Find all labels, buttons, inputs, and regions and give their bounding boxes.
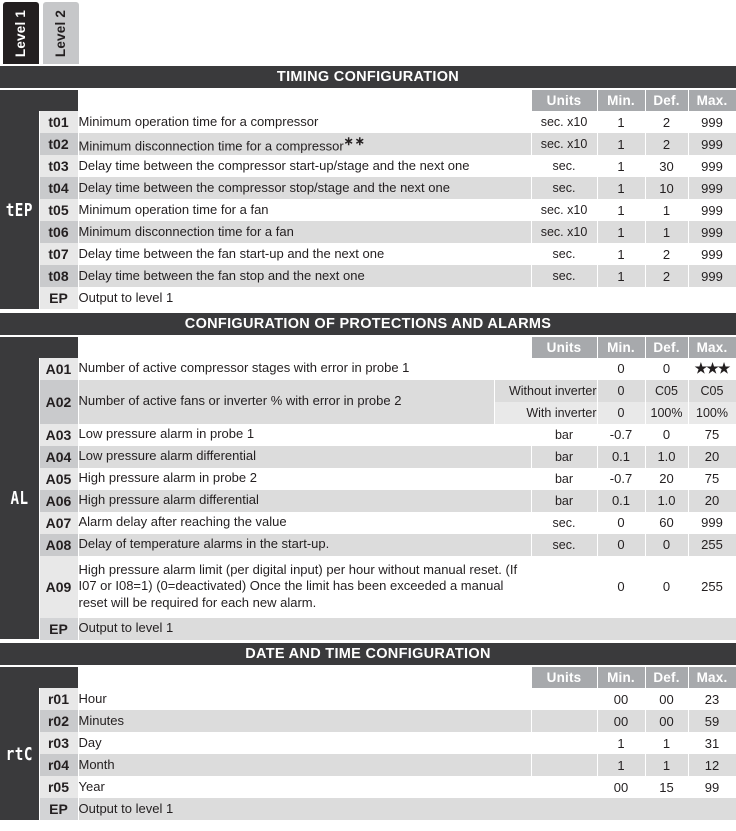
table-row — [0, 754, 736, 776]
parameter-def: 1 — [645, 754, 688, 776]
parameter-description — [78, 133, 531, 155]
parameter-max: 999 — [688, 265, 736, 287]
parameter-units — [531, 556, 597, 618]
sections-container — [0, 66, 736, 824]
table-row — [0, 358, 736, 380]
parameter-min: 00 — [597, 776, 645, 798]
parameter-code: t02 — [39, 133, 78, 155]
header-description: Description — [78, 90, 531, 111]
parameter-max: 99 — [688, 776, 736, 798]
parameter-max: 23 — [688, 688, 736, 710]
parameter-min: 1 — [597, 221, 645, 243]
header-def: Def. — [645, 337, 688, 358]
parameter-code: t08 — [39, 265, 78, 287]
parameter-description — [78, 732, 531, 754]
parameter-max: 31 — [688, 732, 736, 754]
parameter-def: 10 — [645, 177, 688, 199]
parameter-description-text: Minutes — [78, 712, 125, 728]
parameter-def: 0 — [645, 358, 688, 380]
parameter-description — [78, 468, 531, 490]
section-3 — [0, 643, 736, 824]
parameter-description-text: Delay time between the compressor stop/stage and the next one — [78, 179, 450, 195]
parameter-description — [78, 710, 531, 732]
parameter-description — [78, 221, 531, 243]
parameter-def: 0 — [645, 556, 688, 618]
parameter-min: 0 — [597, 512, 645, 534]
section-2 — [0, 313, 736, 644]
parameter-code: t06 — [39, 221, 78, 243]
parameter-def: 1 — [645, 732, 688, 754]
parameter-max: 999 — [688, 243, 736, 265]
parameter-def: 2 — [645, 265, 688, 287]
header-spacer — [0, 90, 78, 111]
parameter-description-text: Delay time between the compressor start-up/stage and the next one — [78, 157, 470, 173]
group-code-text: rtC — [5, 743, 33, 765]
parameter-min: 1 — [597, 243, 645, 265]
table-header-row — [0, 667, 736, 688]
header-min: Min. — [597, 90, 645, 111]
parameter-min: 1 — [597, 133, 645, 155]
table-row-ep — [0, 287, 736, 309]
parameter-max: 999 — [688, 199, 736, 221]
parameter-def: 2 — [645, 243, 688, 265]
parameter-table — [0, 90, 736, 310]
parameter-units: bar — [531, 446, 597, 468]
parameter-code: A01 — [39, 358, 78, 380]
parameter-description-text: Minimum operation time for a fan — [78, 201, 269, 217]
tab-level-2-label: Level 2 — [53, 9, 69, 57]
parameter-min: 1 — [597, 732, 645, 754]
parameter-code: A05 — [39, 468, 78, 490]
parameter-def: 1 — [645, 221, 688, 243]
parameter-code: A08 — [39, 534, 78, 556]
parameter-description-text: Year — [78, 778, 105, 794]
parameter-min: 0 — [597, 534, 645, 556]
table-row — [0, 380, 736, 402]
table-row — [0, 133, 736, 155]
parameter-code: A06 — [39, 490, 78, 512]
parameter-description: Number of active fans or inverter % with error in probe 2 — [78, 380, 494, 424]
table-row — [0, 155, 736, 177]
parameter-description — [78, 177, 531, 199]
table-row — [0, 468, 736, 490]
parameter-code: r04 — [39, 754, 78, 776]
parameter-description-text: Low pressure alarm differential — [78, 448, 257, 464]
asterisk-marker: ★★★ — [694, 360, 730, 376]
header-spacer — [0, 337, 78, 358]
parameter-def: 30 — [645, 155, 688, 177]
parameter-code: A09 — [39, 556, 78, 618]
parameter-description-text: Delay of temperature alarms in the start-up. — [78, 536, 330, 552]
table-row — [0, 446, 736, 468]
parameter-def: 00 — [645, 688, 688, 710]
parameter-min: 1 — [597, 111, 645, 133]
group-code-cell — [0, 111, 39, 309]
parameter-code: t01 — [39, 111, 78, 133]
table-row-ep — [0, 798, 736, 820]
header-max: Max. — [688, 337, 736, 358]
parameter-max: 59 — [688, 710, 736, 732]
parameter-def: 60 — [645, 512, 688, 534]
header-min: Min. — [597, 667, 645, 688]
parameter-units: sec. — [531, 155, 597, 177]
parameter-code: A03 — [39, 424, 78, 446]
parameter-units — [531, 754, 597, 776]
table-row — [0, 265, 736, 287]
table-header-row — [0, 90, 736, 111]
parameter-description-text: Low pressure alarm in probe 1 — [78, 426, 255, 442]
parameter-description-text: Number of active compressor stages with error in probe 1 — [78, 360, 410, 376]
parameter-description-text: Minimum operation time for a compressor — [78, 113, 319, 129]
tab-level-1[interactable] — [3, 2, 39, 64]
subrow-def: C05 — [645, 380, 688, 402]
parameter-def: 20 — [645, 468, 688, 490]
table-row — [0, 177, 736, 199]
group-code-cell — [0, 688, 39, 820]
parameter-units — [531, 776, 597, 798]
header-max: Max. — [688, 90, 736, 111]
table-row — [0, 534, 736, 556]
parameter-def: 1.0 — [645, 490, 688, 512]
table-row — [0, 424, 736, 446]
parameter-units: sec. — [531, 512, 597, 534]
parameter-units: sec. — [531, 265, 597, 287]
header-description: Description — [78, 337, 531, 358]
group-code-cell — [0, 358, 39, 640]
table-row — [0, 490, 736, 512]
parameter-description — [78, 265, 531, 287]
parameter-max — [688, 358, 736, 380]
table-row — [0, 243, 736, 265]
subrow-min: 0 — [597, 380, 645, 402]
section-title: TIMING CONFIGURATION — [0, 66, 736, 88]
parameter-min: 0.1 — [597, 446, 645, 468]
parameter-description-text: Day — [78, 734, 102, 750]
parameter-units: sec. x10 — [531, 199, 597, 221]
header-def: Def. — [645, 90, 688, 111]
parameter-description-text: High pressure alarm in probe 2 — [78, 470, 257, 486]
table-row — [0, 111, 736, 133]
parameter-description — [78, 446, 531, 468]
subrow-max: C05 — [688, 380, 736, 402]
parameter-code: A07 — [39, 512, 78, 534]
table-row — [0, 776, 736, 798]
subrow-label: With inverter — [494, 402, 597, 424]
subrow-def: 100% — [645, 402, 688, 424]
parameter-code: t04 — [39, 177, 78, 199]
parameter-units: sec. x10 — [531, 133, 597, 155]
parameter-units: bar — [531, 468, 597, 490]
parameter-min: 0 — [597, 556, 645, 618]
parameter-table — [0, 667, 736, 821]
header-min: Min. — [597, 337, 645, 358]
parameter-max: 999 — [688, 155, 736, 177]
table-row-ep — [0, 618, 736, 640]
parameter-code: r03 — [39, 732, 78, 754]
parameter-max: 255 — [688, 556, 736, 618]
subrow-max: 100% — [688, 402, 736, 424]
parameter-min: -0.7 — [597, 468, 645, 490]
parameter-description: Output to level 1 — [78, 287, 736, 309]
header-max: Max. — [688, 667, 736, 688]
parameter-description — [78, 155, 531, 177]
table-header-row — [0, 337, 736, 358]
parameter-description-text: Minimum disconnection time for a fan — [78, 223, 294, 239]
parameter-description: Output to level 1 — [78, 798, 736, 820]
parameter-max: 12 — [688, 754, 736, 776]
parameter-code: EP — [39, 618, 78, 640]
parameter-code: A04 — [39, 446, 78, 468]
parameter-def: 1.0 — [645, 446, 688, 468]
parameter-units — [531, 358, 597, 380]
parameter-description-text: High pressure alarm limit (per digital input) per hour without manual reset. (If I07 or I08=1) (0=deactivated) Once the limit has been exceeded a manual reset will be required for each new alarm. — [78, 561, 518, 610]
parameter-description: Output to level 1 — [78, 618, 736, 640]
subrow-label: Without inverter — [494, 380, 597, 402]
parameter-def: 00 — [645, 710, 688, 732]
parameter-min: 0.1 — [597, 490, 645, 512]
parameter-units — [531, 710, 597, 732]
parameter-def: 1 — [645, 199, 688, 221]
parameter-table — [0, 337, 736, 641]
parameter-units: bar — [531, 490, 597, 512]
table-row — [0, 556, 736, 618]
section-title: DATE AND TIME CONFIGURATION — [0, 643, 736, 665]
parameter-description-text: Minimum disconnection time for a compressor — [78, 137, 344, 153]
parameter-max: 999 — [688, 133, 736, 155]
parameter-units: sec. — [531, 534, 597, 556]
header-units: Units — [531, 667, 597, 688]
parameter-description-text: Month — [78, 756, 115, 772]
level-tabs — [0, 0, 736, 66]
parameter-description — [78, 688, 531, 710]
parameter-description — [78, 358, 531, 380]
parameter-max: 75 — [688, 468, 736, 490]
parameter-description-text: Hour — [78, 690, 107, 706]
header-spacer — [0, 667, 78, 688]
parameter-description — [78, 556, 531, 618]
parameter-units: sec. — [531, 177, 597, 199]
parameter-description — [78, 534, 531, 556]
parameter-def: 2 — [645, 111, 688, 133]
parameter-min: -0.7 — [597, 424, 645, 446]
parameter-units: sec. x10 — [531, 111, 597, 133]
parameter-max: 255 — [688, 534, 736, 556]
parameter-min: 00 — [597, 688, 645, 710]
parameter-units — [531, 688, 597, 710]
parameter-max: 999 — [688, 177, 736, 199]
parameter-description — [78, 243, 531, 265]
parameter-min: 1 — [597, 754, 645, 776]
parameter-units: sec. — [531, 243, 597, 265]
parameter-def: 15 — [645, 776, 688, 798]
parameter-max: 999 — [688, 512, 736, 534]
table-row — [0, 199, 736, 221]
tab-level-2[interactable] — [43, 2, 79, 64]
parameter-description — [78, 754, 531, 776]
table-row — [0, 732, 736, 754]
parameter-description — [78, 424, 531, 446]
parameter-def: 0 — [645, 424, 688, 446]
parameter-description — [78, 512, 531, 534]
table-row — [0, 512, 736, 534]
section-spacer — [0, 821, 736, 824]
parameter-def: 0 — [645, 534, 688, 556]
parameter-code: EP — [39, 798, 78, 820]
group-code-text: AL — [10, 487, 29, 509]
header-units: Units — [531, 90, 597, 111]
parameter-description — [78, 490, 531, 512]
parameter-units: bar — [531, 424, 597, 446]
table-row — [0, 710, 736, 732]
parameter-min: 00 — [597, 710, 645, 732]
parameter-max: 999 — [688, 111, 736, 133]
parameter-description-text: Delay time between the fan start-up and the next one — [78, 245, 385, 261]
parameter-description-text: High pressure alarm differential — [78, 492, 259, 508]
parameter-units — [531, 732, 597, 754]
parameter-code: A02 — [39, 380, 78, 424]
parameter-description-text: Alarm delay after reaching the value — [78, 514, 287, 530]
parameter-min: 1 — [597, 199, 645, 221]
parameter-min: 0 — [597, 358, 645, 380]
parameter-min: 1 — [597, 177, 645, 199]
header-units: Units — [531, 337, 597, 358]
section-title: CONFIGURATION OF PROTECTIONS AND ALARMS — [0, 313, 736, 335]
parameter-max: 999 — [688, 221, 736, 243]
parameter-description-text: Delay time between the fan stop and the next one — [78, 267, 365, 283]
parameter-units: sec. x10 — [531, 221, 597, 243]
group-code-text: tEP — [5, 199, 33, 221]
parameter-max: 75 — [688, 424, 736, 446]
parameter-max: 20 — [688, 490, 736, 512]
parameter-description — [78, 776, 531, 798]
table-row — [0, 688, 736, 710]
table-row — [0, 221, 736, 243]
parameter-description — [78, 111, 531, 133]
section-1 — [0, 66, 736, 313]
header-def: Def. — [645, 667, 688, 688]
parameter-code: r01 — [39, 688, 78, 710]
parameter-code: t07 — [39, 243, 78, 265]
parameter-description — [78, 199, 531, 221]
parameter-min: 1 — [597, 155, 645, 177]
parameter-code: EP — [39, 287, 78, 309]
subrow-min: 0 — [597, 402, 645, 424]
tab-level-1-label: Level 1 — [13, 9, 29, 57]
parameter-code: r02 — [39, 710, 78, 732]
parameter-min: 1 — [597, 265, 645, 287]
parameter-code: r05 — [39, 776, 78, 798]
footnote-marker: ∗∗ — [343, 133, 366, 148]
parameter-code: t05 — [39, 199, 78, 221]
header-description: Description — [78, 667, 531, 688]
parameter-def: 2 — [645, 133, 688, 155]
parameter-code: t03 — [39, 155, 78, 177]
parameter-max: 20 — [688, 446, 736, 468]
